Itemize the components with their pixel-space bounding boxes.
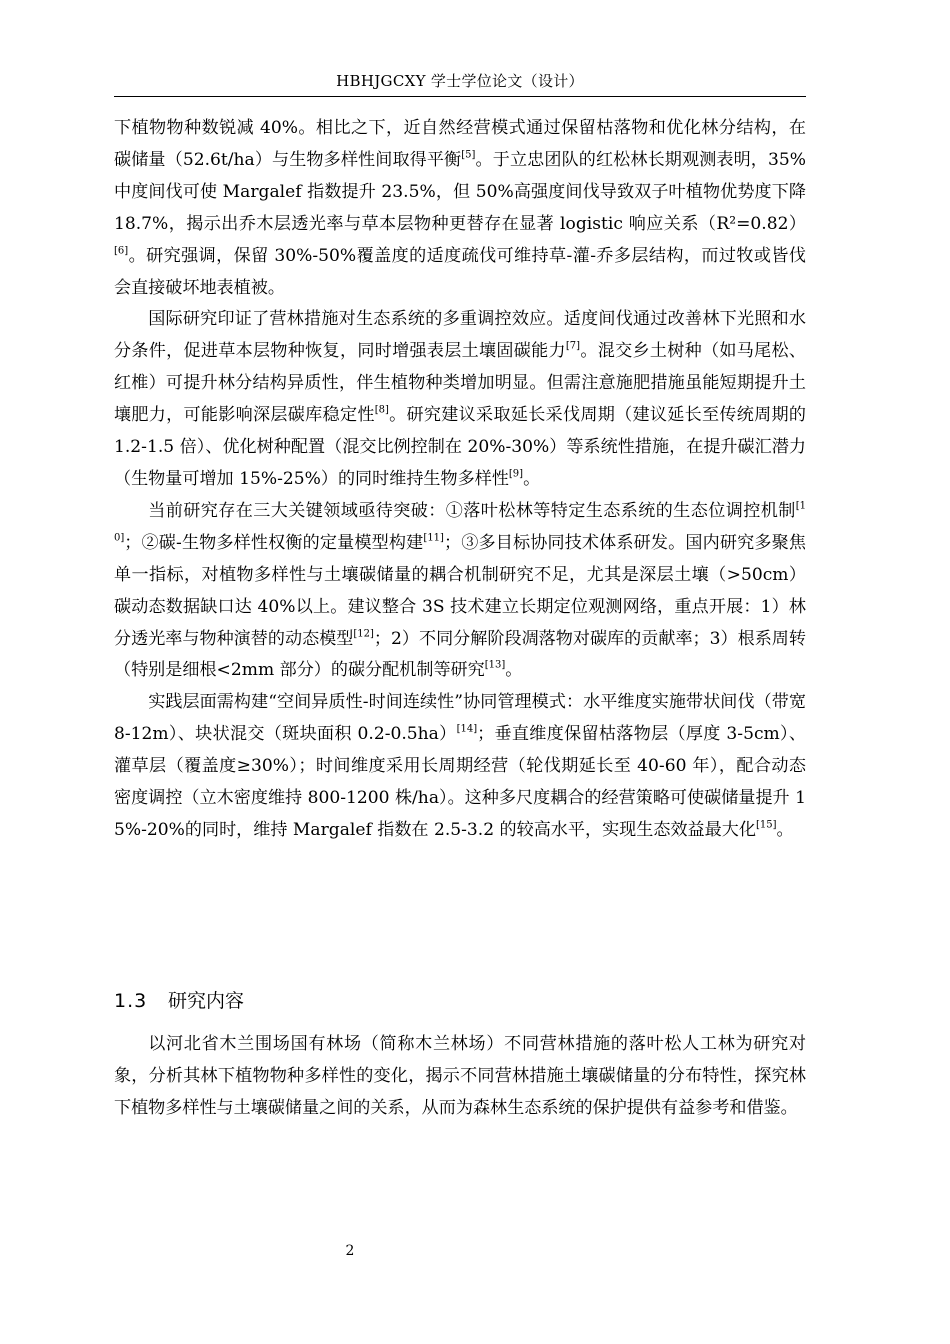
citation-5: [5] xyxy=(461,149,476,161)
citation-15: [15] xyxy=(755,819,777,831)
citation-13: [13] xyxy=(484,659,506,671)
body-text xyxy=(114,113,806,847)
paragraph-4: 实践层面需构建“空间异质性-时间连续性”协同管理模式：水平维度实施带状间伐（带宽 8-12m）、块状混交（斑块面积 0.2-0.5ha）[14]；垂直维度保留枯落物层（厚度 3-5cm）、灌草层（覆盖度≥30%）；时间维度采用长周期经营（轮伐期延长至 40-60 年），配合动态密度调控（立木密度维持 800-1200 株/ha）。这种多尺度耦合的经营策略可使碳储量提升 15%-20%的同时，维持 Margalef 指数在 2.5-3.2 的较高水平，实现生态效益最大化[15]。 xyxy=(114,692,806,840)
page-number: 2 xyxy=(345,1243,355,1259)
paragraph-5: 以河北省木兰围场国有林场（简称木兰林场）不同营林措施的落叶松人工林为研究对象，分析其林下植物物种多样性的变化，揭示不同营林措施土壤碳储量的分布特性，探究林下植物多样性与土壤碳储量之间的关系，从而为森林生态系统的保护提供有益参考和借鉴。 xyxy=(114,1034,806,1118)
paragraph-3: 当前研究存在三大关键领域亟待突破：①落叶松林等特定生态系统的生态位调控机制[10]；②碳-生物多样性权衡的定量模型构建[11]；③多目标协同技术体系研发。国内研究多聚焦单一指标，对植物多样性与土壤碳储量的耦合机制研究不足，尤其是深层土壤（>50cm）碳动态数据缺口达 40%以上。建议整合 3S 技术建立长期定位观测网络，重点开展：1）林分透光率与物种演替的动态模型[12]；2）不同分解阶段凋落物对碳库的贡献率；3）根系周转（特别是细根<2mm 部分）的碳分配机制等研究[13]。 xyxy=(114,500,807,681)
section-body xyxy=(114,1029,806,1125)
citation-6: [6] xyxy=(114,245,129,257)
citation-10: [10] xyxy=(114,500,806,544)
paragraph-2: 国际研究印证了营林措施对生态系统的多重调控效应。适度间伐通过改善林下光照和水分条件，促进草本层物种恢复，同时增强表层土壤固碳能力[7]。混交乡土树种（如马尾松、红椎）可提升林分结构异质性，伴生植物种类增加明显。但需注意施肥措施虽能短期提升土壤肥力，可能影响深层碳库稳定性[8]。研究建议采取延长采伐周期（建议延长至传统周期的 1.2-1.5 倍）、优化树种配置（混交比例控制在 20%-30%）等系统性措施，在提升碳汇潜力（生物量可增加 15%-25%）的同时维持生物多样性[9]。 xyxy=(114,309,807,489)
paragraph-1: 下植物物种数锐减 40%。相比之下，近自然经营模式通过保留枯落物和优化林分结构，在碳储量（52.6t/ha）与生物多样性间取得平衡[5]。于立忠团队的红松林长期观测表明，35%中度间伐可使 Margalef 指数提升 23.5%，但 50%高强度间伐导致双子叶植物优势度下降 18.7%，揭示出乔木层透光率与草本层物种更替存在显著 logistic 响应关系（R²=0.82）[6]。研究强调，保留 30%-50%覆盖度的适度疏伐可维持草-灌-乔多层结构，而过牧或皆伐会直接破坏地表植被。 xyxy=(114,118,807,298)
section-heading xyxy=(114,986,806,1016)
section-title: 研究内容 xyxy=(168,990,245,1012)
citation-7: [7] xyxy=(565,340,581,352)
citation-12: [12] xyxy=(353,628,374,639)
running-header: HBHJGCXY 学士学位论文（设计） xyxy=(114,70,806,97)
section-number: 1.3 xyxy=(114,990,148,1012)
citation-9: [9] xyxy=(508,468,524,480)
citation-8: [8] xyxy=(374,404,389,416)
citation-14: [14] xyxy=(456,723,478,735)
citation-11: [11] xyxy=(423,532,444,544)
